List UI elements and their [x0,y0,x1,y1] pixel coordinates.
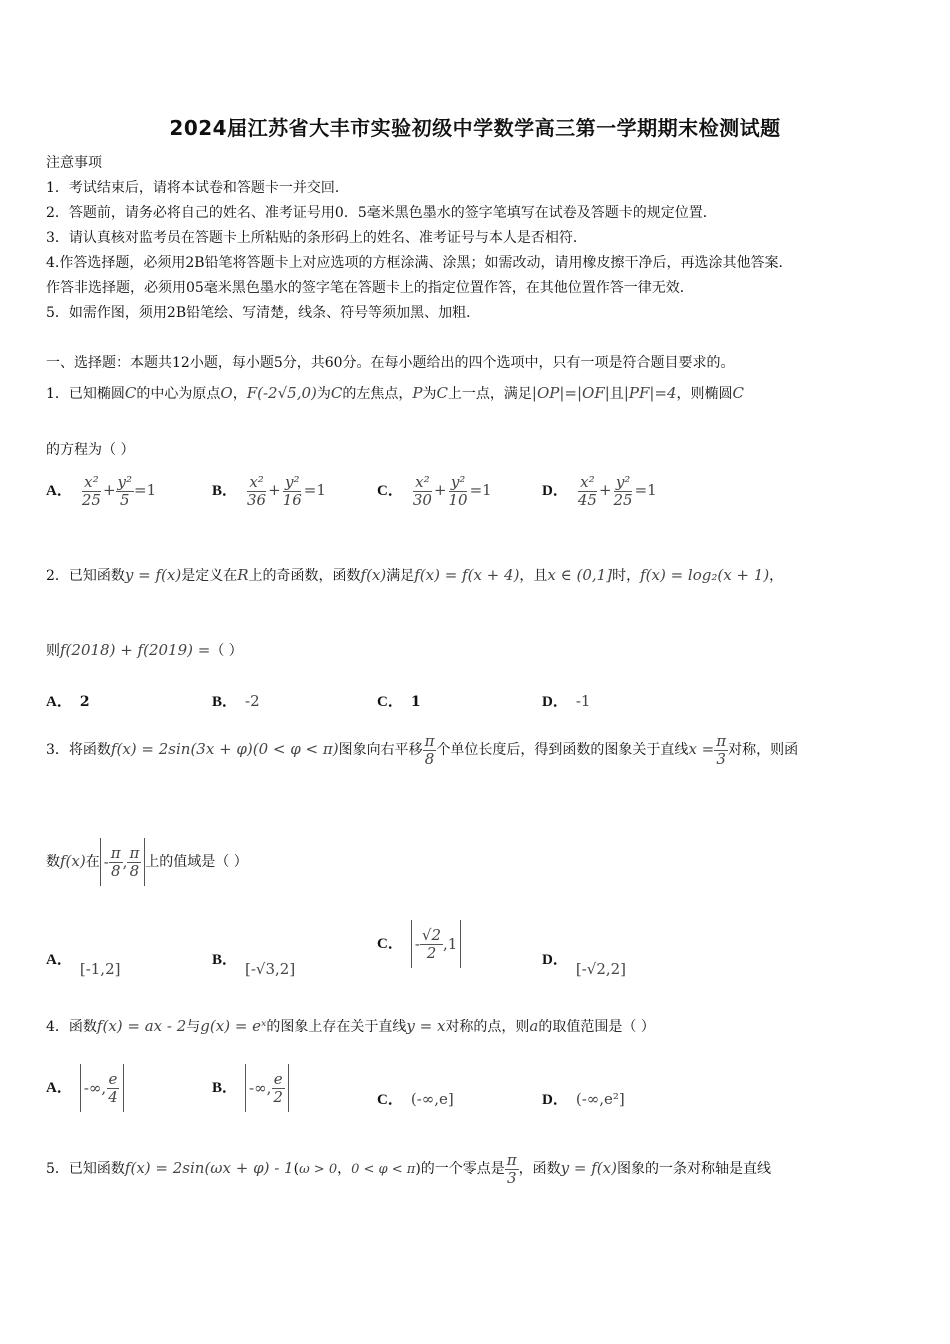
option-label: D． [542,483,568,499]
q1-math: C [732,384,745,402]
q1-option-d[interactable]: D． $\frac{\text{x²}}{45}$ + $\frac{\text{y²}}{25}$ =1 [542,473,657,509]
q1-math: C [330,384,343,402]
q1-text: 上一点，满足 [447,386,532,402]
q1-text: 且 [609,386,624,402]
fraction: $\frac{\text{x²}}{45}$ [577,473,597,509]
notice-item: 3．请认真核对监考员在答题卡上所粘贴的条形码上的姓名、准考证号与本人是否相符． [46,230,587,246]
q1-option-b[interactable]: B． $\frac{\text{x²}}{36}$ + $\frac{\text{y²}}{16}$ =1 [212,473,326,509]
q1-text: 为 [422,386,437,402]
q3-option-b[interactable]: B． [-√3,2] [212,952,296,978]
q1-text: 的中心为原点 [136,386,221,402]
question-5: 5．已知函数f(x) = 2sin(ωx + φ) - 1(ω > 0，0 < φ < π)的一个零点是 $\frac{\pi}{3}$ ，函数y = f(x)图象的一条对称轴是直线 [46,1151,771,1187]
question-3-line2: 数f(x)在 - $\frac{\pi}{8}$ , $\frac{\pi}{8}$ 上的值域是（ ） [46,838,248,886]
q1-math: F(-2√5,0) [246,384,317,402]
page-title: 2024届江苏省大丰市实验初级中学数学高三第一学期期末检测试题 [169,116,781,140]
q1-text: 为 [316,386,331,402]
q1-option-a[interactable]: A． $\frac{\text{x²}}{25}$ + $\frac{\text{y²}}{5}$ =1 [46,473,157,509]
question-1 [46,383,744,403]
q1-math: C [124,384,137,402]
q1-text: ，则椭圆 [676,386,733,402]
option-label: C． [377,483,403,499]
fraction: $\frac{\text{y²}}{5}$ [117,473,133,509]
q2-option-c[interactable]: C． 1 [377,694,421,710]
q2-option-a[interactable]: A． 2 [46,694,90,710]
q2-option-b[interactable]: B． -2 [212,692,260,710]
question-2-line2: 则f(2018) + f(2019) =（ ） [46,641,243,659]
question-2: 2．已知函数y = f(x)是定义在R上的奇函数，函数f(x)满足f(x) = f(x + 4)，且x ∈ (0,1]时，f(x) = log₂(x + 1)， [46,566,784,584]
q3-option-c[interactable]: C． - $\frac{√2}{2}$ ,1 [377,920,461,968]
notice-item: 2．答题前，请务必将自己的姓名、准考证号用0．5毫米黑色墨水的签字笔填写在试卷及答题卡的规定位置． [46,205,717,221]
q1-text: 1．已知椭圆 [46,386,125,402]
q4-option-c[interactable]: C． (-∞,e] [377,1090,454,1108]
q4-option-b[interactable]: B． -∞, $\frac{e}{2}$ [212,1064,289,1112]
q2-option-d[interactable]: D． -1 [542,692,591,710]
q1-math: P [412,384,423,402]
q1-text: ， [232,386,247,402]
notice-item: 作答非选择题，必须用05毫米黑色墨水的签字笔在答题卡上的指定位置作答，在其他位置作答一律无效． [46,280,694,296]
option-label: A． [46,483,72,499]
question-3: 3．将函数f(x) = 2sin(3x + φ)(0 < φ < π)图象向右平移 $\frac{\pi}{8}$ 个单位长度后，得到函数的图象关于直线x = $\frac{\pi}{3}$ 对称，则函 [46,732,799,768]
q4-option-d[interactable]: D． (-∞,e²] [542,1090,625,1108]
q1-math: |PF|=4 [623,384,677,402]
fraction: $\frac{\text{x²}}{36}$ [247,473,267,509]
q1-option-c[interactable]: C． $\frac{\text{x²}}{30}$ + $\frac{\text{y²}}{10}$ =1 [377,473,492,509]
question-4: 4．函数f(x) = ax - 2与g(x) = eˣ的图象上存在关于直线y = x对称的点，则a的取值范围是（ ） [46,1017,655,1035]
fraction: $\frac{\text{y²}}{16}$ [282,473,302,509]
notice-heading: 注意事项 [46,155,102,171]
q3-option-d[interactable]: D． [-√2,2] [542,952,627,978]
option-label: B． [212,483,238,499]
q1-text: 的左焦点， [342,386,413,402]
section-heading: 一、选择题：本题共12小题，每小题5分，共60分。在每小题给出的四个选项中，只有一项是符合题目要求的。 [46,355,735,371]
q1-math: C [436,384,448,402]
q3-option-a[interactable]: A． [-1,2] [46,952,121,978]
fraction: $\frac{\text{y²}}{25}$ [613,473,633,509]
question-1-line2: 的方程为（ ） [46,442,135,458]
fraction: $\frac{\text{y²}}{10}$ [448,473,468,509]
q1-math: |OP|=|OF| [531,384,610,402]
notice-item: 4.作答选择题，必须用2B铅笔将答题卡上对应选项的方框涂满、涂黑；如需改动，请用橡皮擦干净后，再选涂其他答案． [46,255,793,271]
q4-option-a[interactable]: A． -∞, $\frac{e}{4}$ [46,1064,124,1112]
notice-item: 1．考试结束后，请将本试卷和答题卡一并交回． [46,180,349,196]
q1-math: O [220,384,233,402]
notice-item: 5．如需作图，须用2B铅笔绘、写清楚，线条、符号等须加黑、加粗． [46,305,481,321]
fraction: $\frac{\text{x²}}{30}$ [412,473,432,509]
fraction: $\frac{\text{x²}}{25}$ [81,473,101,509]
